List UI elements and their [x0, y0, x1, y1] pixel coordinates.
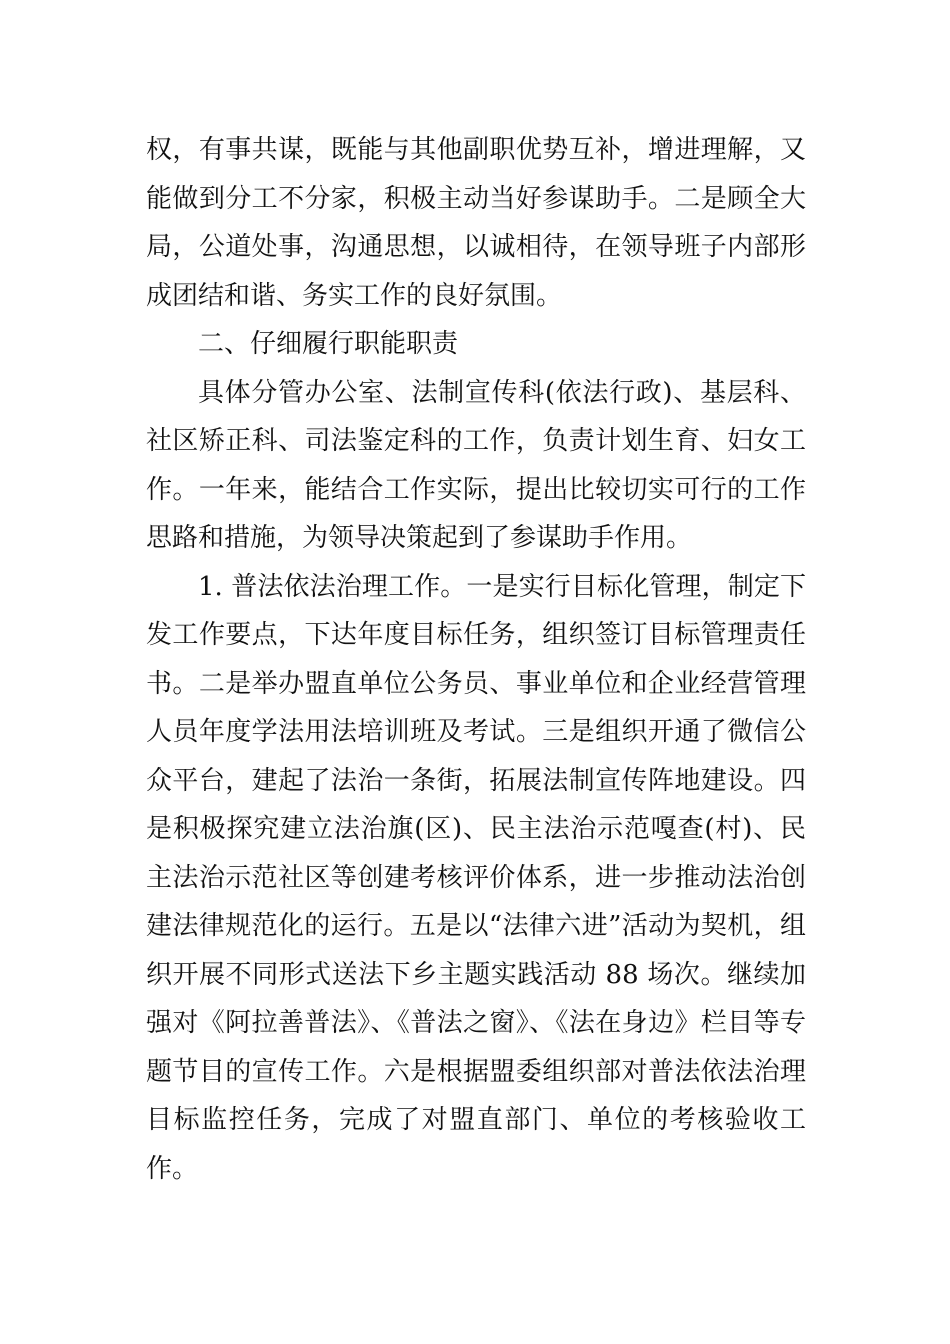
paragraph-continuation: 权，有事共谋，既能与其他副职优势互补，增进理解，又能做到分工不分家，积极主动当好参谋助手。二是顾全大局，公道处事，沟通思想，以诚相待，在领导班子内部形成团结和谐、务实工作的良好氛围。: [146, 135, 806, 311]
section-heading: 二、仔细履行职能职责: [198, 329, 459, 359]
document-body: [146, 126, 806, 1193]
paragraph-legal-education: 1. 普法依法治理工作。一是实行目标化管理，制定下发工作要点，下达年度目标任务，组织签订目标管理责任书。二是举办盟直单位公务员、事业单位和企业经营管理人员年度学法用法培训班及考试。三是组织开通了微信公众平台，建起了法治一条街，拓展法制宣传阵地建设。四是积极探究建立法治旗(区)、民主法治示范嘎查(村)、民主法治示范社区等创建考核评价体系，进一步推动法治创建法律规范化的运行。五是以“法律六进”活动为契机，组织开展不同形式送法下乡主题实践活动 88 场次。继续加强对《阿拉善普法》、《普法之窗》、《法在身边》栏目等专题节目的宣传工作。六是根据盟委组织部对普法依法治理目标监控任务，完成了对盟直部门、单位的考核验收工作。: [146, 571, 806, 1184]
paragraph-responsibilities: 具体分管办公室、法制宣传科(依法行政)、基层科、社区矫正科、司法鉴定科的工作，负责计划生育、妇女工作。一年来，能结合工作实际，提出比较切实可行的工作思路和措施，为领导决策起到了参谋助手作用。: [146, 377, 806, 553]
